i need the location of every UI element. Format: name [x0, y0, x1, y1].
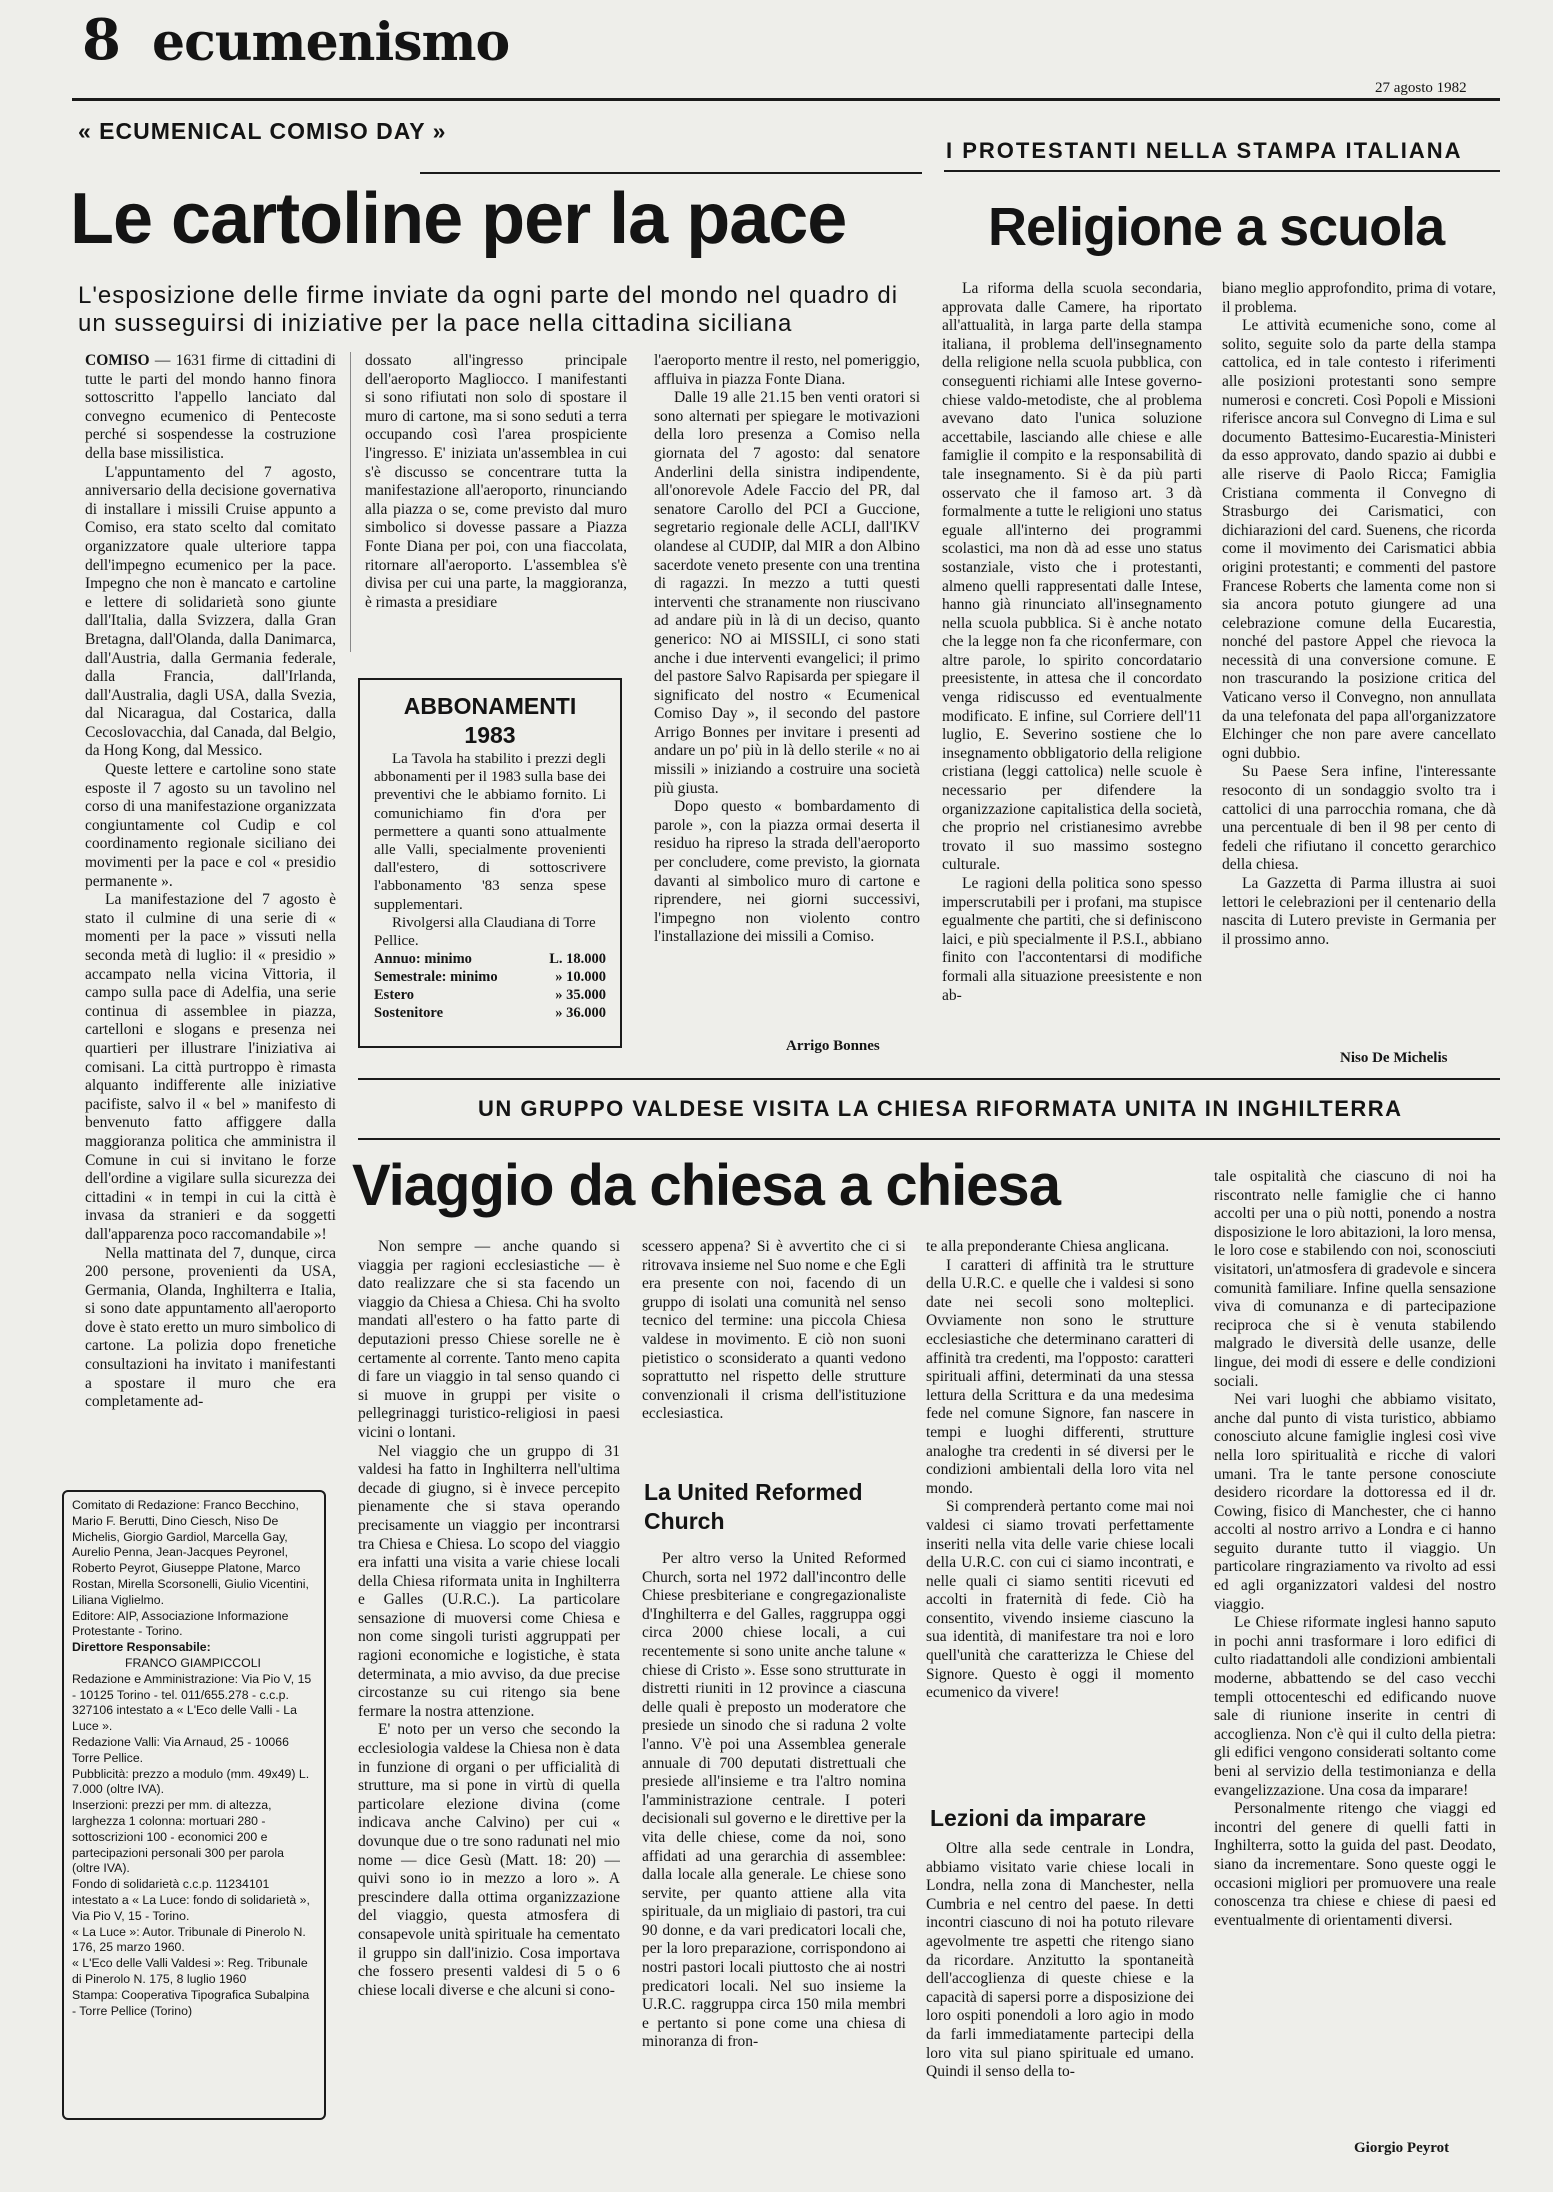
subscription-year: 1983 — [464, 722, 516, 748]
article3-col3b: Oltre alla sede centrale in Londra, abbiamo visitato varie chiese locali in Londra, nella zona di Manchester, nella Cumbria e nel centro del paese. In detti incontri ciascuno di noi ha potuto rilevare agevolmente tre aspetti che ritengo siano da ricordare. Anzitutto la spontaneità dell'accoglienza di queste chiese e la capacità di sapersi porre a disposizione dei loro ospiti ponendoli a loro agio in modo da farli immediatamente partecipi della loro vita sul piano spirituale ed umano. Quindi il senso della to- — [926, 1840, 1194, 2081]
article3-title: Viaggio da chiesa a chiesa — [352, 1153, 1060, 1218]
masthead-line: Redazione e Amministrazione: Via Pio V, 15 - 10125 Torino - tel. 011/655.278 - c.c.p. 327106 intestato a « L'Eco delle Valli - La Luce ». — [72, 1671, 312, 1734]
article1-col3: l'aeroporto mentre il resto, nel pomeriggio, affluiva in piazza Fonte Diana. Dalle 19 alle 21.15 ben venti oratori si sono alternati per spiegare le motivazioni della loro presenza a Comiso nella giornata del 7 agosto: dal senatore Anderlini della sinistra indipendente, all'onorevole Adele Faccio del PR, dal senatore Carollo del PCI a Guccione, segretario regionale delle ACLI, dall'IKV olandese al CUDIP, dal MIR a don Albino sacerdote veneto presente con una trentina di ragazzi. In mezzo a tutti questi interventi che stranamente non riuscivano ad andare più in là di un deciso, quanto generico: NO ai MISSILI, ci sono stati anche i due interventi evangelici; il primo del pastore Salvo Rapisarda per spiegare il significato del nostro « Ecumenical Comiso Day », il secondo del pastore Arrigo Bonnes per invitare i presenti ad andare un po' più in là dello sterile « no ai missili » iniziando a costruire una società più giusta. Dopo questo « bombardamento di parole », con la piazza ormai deserta il residuo ha ripreso la strada dell'aeroporto per concludere, come previsto, la giornata davanti al simbolico muro di cartone e riprendere, nei giorni successivi, l'impegno non violento contro l'installazione dei missili a Comiso. — [654, 352, 920, 946]
masthead-line: « L'Eco delle Valli Valdesi »: Reg. Tribunale di Pinerolo N. 175, 8 luglio 1960 — [72, 1956, 308, 1986]
price-label: Annuo: minimo — [374, 951, 472, 968]
price-value: L. 18.000 — [549, 951, 606, 968]
masthead-line: Direttore Responsabile: — [72, 1640, 211, 1655]
header-rule — [72, 98, 1500, 101]
masthead-line: Pubblicità: prezzo a modulo (mm. 49x49) L. 7.000 (oltre IVA). — [72, 1766, 310, 1797]
article3-col2b: Per altro verso la United Reformed Church, sorta nel 1972 dall'incontro delle Chiese presbiteriane e congregazionaliste d'Inghilterra e del Galles, raggruppa oggi circa 2000 chiese locali, a cui recentemente si sono unite anche talune « chiese di Cristo ». Esse sono strutturate in distretti riuniti in 12 province a ciascuna delle quali è preposto un moderatore che presiede un sinodo che si raduna 2 volte l'anno. V'è poi una Assemblea generale annuale di 700 deputati distrettuali che presiede all'insieme e tra l'altro nomina l'amministrazione centrale. I poteri decisionali sul governo e le direttive per la vita delle chiese, come da noi, sono affidati ad una gerarchia di assemblee: dalla locale alla generale. Le chiese sono servite, per quanto attiene alla vita spirituale, da un migliaio di pastori, tra cui 90 donne, e da vari predicatori locali che, per la loro preparazione, corrispondono ai nostri pastori locali piuttosto che ai nostri predicatori locali. Nel suo insieme la U.R.C. raggruppa circa 150 mila membri e pertanto si pone come una chiesa di minoranza di fron- — [642, 1550, 906, 2051]
price-value: » 35.000 — [555, 987, 606, 1004]
article3-col3a: te alla preponderante Chiesa anglicana. I caratteri di affinità tra le strutture della U.R.C. e quelle che i valdesi si sono date nei secoli sono molteplici. Ovviamente non sono le strutture ecclesiastiche che determinano caratteri di affinità tra credenti, ma l'opposto: caratteri spirituali affini, determinati da una stessa lettura della Scrittura e da una medesima fede nel comune Signore, fan nascere in tempi e luoghi differenti, strutture analoghe tra credenti in sé diversi per le condizioni ambientali della loro vita nel mondo. Si comprenderà pertanto come mai noi valdesi ci siamo trovati perfettamente inseriti nella vita delle varie chiese locali della U.R.C. con cui ci siamo incontrati, e nelle quali ci siamo sentiti ricevuti ed accolti in fraternità di fede. Ciò ha consentito, vivendo insieme ciascuno la sua identità, di manifestare tra noi e loro quell'unità che caratterizza le Chiese del Signore. Questo è oggi il momento ecumenico da vivere! — [926, 1238, 1194, 1702]
column-divider — [350, 352, 351, 652]
article3-top-rule — [358, 1078, 1500, 1080]
article2-kicker-rule — [944, 170, 1500, 172]
subscription-text: La Tavola ha stabilito i prezzi degli abbonamenti per il 1983 sulla base dei preventivi che le abbiamo fornito. Li comunichiamo fin d'ora per permettere a quanti sono attualmente alle Valli, specialmente provenienti dall'estero, di sottoscrivere l'abbonamento '83 senza spese supplementari. — [374, 751, 606, 913]
masthead-line: Editore: AIP, Associazione Informazione Protestante - Torino. — [72, 1608, 289, 1639]
price-value: » 10.000 — [555, 969, 606, 986]
subscription-price-list — [374, 950, 606, 1022]
article1-col2: dossato all'ingresso principale dell'aeroporto Magliocco. I manifestanti si sono rifiutati non solo di spostare il muro di cartone, ma si sono seduti a terra occupando così l'area prospiciente l'ingresso. E' iniziata un'assemblea in cui s'è discusso se concentrare tutta la manifestazione all'aeroporto, rinunciando alla piazza o se, come previsto dal muro simbolico si dovesse passare a Piazza Fonte Diana per poi, con una fiaccolata, ritornare all'aeroporto. L'assemblea s'è divisa per cui una parte, la maggioranza, è rimasta a presidiare — [365, 352, 627, 611]
article2-col2: biano meglio approfondito, prima di votare, il problema. Le attività ecumeniche sono, come al solito, seguite solo da parte della stampa cattolica, ed in tale contesto i riferimenti alle posizioni protestanti sono sempre numerosi e concreti. Così Popoli e Missioni riferisce ancora sul Convegno di Lima e sul documento Battesimo-Eucarestia-Ministeri da esso approvato, dando spazio ai dubbi e alle riserve di Paolo Ricca; Famiglia Cristiana commenta il Convegno di Strasburgo dei Carismatici, con dichiarazioni del card. Suenens, che ricorda come il movimento dei Carismatici abbia origini protestanti; e commenti del pastore Francese Roberts che lamenta come non si sia ancora potuto giungere ad una celebrazione comune della Eucarestia, nonché del pastore Appel che rievoca la necessità di una conversione comune. E non trascurando la posizione critica del Vaticano verso il Convegno, non annullata da una telefonata del papa all'organizzatore Elchinger che non pare avere cancellato ogni dubbio. Su Paese Sera infine, l'interessante resoconto di un sondaggio svolto tra i cattolici di una parrocchia romana, che dà una percentuale di ben il 98 per cento di fedeli che rifiutano il concetto gerarchico della chiesa. La Gazzetta di Parma illustra ai suoi lettori le celebrazioni per il centenario della nascita di Lutero previste in Germania per il prossimo anno. — [1222, 280, 1496, 948]
subscription-box — [358, 678, 622, 1048]
article3-col4: tale ospitalità che ciascuno di noi ha riscontrato nelle famiglie che ci hanno accolti per una o più notti, ponendo a nostra disposizione le loro abitazioni, la loro mensa, le loro cose e stabilendo con noi, sconosciuti visitatori, un'atmosfera di gradevole e sincera comunità familiare. Infine quella sensazione viva di comunanza e di partecipazione reciproca che si è venuta stabilendo malgrado le diversità delle usanze, delle lingue, dei modi di essere e delle condizioni sociali. Nei vari luoghi che abbiamo visitato, anche dal punto di vista turistico, abbiamo conosciuto alcune famiglie inglesi così vive nella loro spiritualità e ricche di valori umani. Tra le tante persone conosciute desidero ricordare la dottoressa ed il dr. Cowing, fisico di Manchester, che ci hanno accolti al nostro arrivo a Londra e ci hanno seguito durante tutto il viaggio. Un particolare ringraziamento va rivolto ad essi ed agli organizzatori valdesi del nostro viaggio. Le Chiese riformate inglesi hanno saputo in pochi anni trasformare i loro edifici di culto riadattandoli alle condizioni ambientali moderne, abbattendo se del caso vecchi templi ottocenteschi ed edificando nuove sale di riunione inserite in centri di accoglienza. Non c'è qui il culto della pietra: gli edifici vengono considerati soltanto come beni al servizio della testimonianza e della evangelizzazione. Una cosa da imparare! Personalmente ritengo che viaggi ed incontri del genere di quelli fatti in Inghilterra, sotto la guida del past. Deodato, siano da incrementare. Sono queste oggi le occasioni migliori per promuovere una reale conoscenza tra chiese e chiese di paesi ed eventualmente di orientamenti diversi. — [1214, 1168, 1496, 1929]
section-title: ecumenismo — [152, 12, 510, 73]
article1-dateline: COMISO — [85, 352, 150, 369]
article1-title: Le cartoline per la pace — [70, 179, 847, 259]
masthead-line: Comitato di Redazione: Franco Becchino, Mario F. Berutti, Dino Ciesch, Niso De Michelis, Giorgio Gardiol, Marcella Gay, Aurelio Penna, Jean-Jacques Peyronel, Roberto Peyrot, Giuseppe Platone, Marco Rostan, Mirella Scorsonelli, Giulio Vicentini, Liliana Viglielmo. — [72, 1498, 309, 1607]
price-label: Sostenitore — [374, 1005, 444, 1022]
article1-col1: COMISO — 1631 firme di cittadini di tutte le parti del mondo hanno finora sottoscritto l'appello lanciato dal convegno ecumenico di Pentecoste perché si sospendesse la costruzione della base missilistica. L'appuntamento del 7 agosto, anniversario della decisione governativa di installare i missili Cruise appunto a Comiso, era stato scelto dal comitato organizzatore quale ulteriore tappa dell'impegno ecumenico per la pace. Impegno che non è mancato e cartoline e lettere di solidarietà sono giunte dall'Italia, dalla Svizzera, dalla Gran Bretagna, dall'Olanda, dalla Danimarca, dall'Austria, dalla Germania federale, dalla Francia, dall'Irlanda, dall'Australia, dagli USA, dalla Svezia, dal Nicaragua, dal Costarica, dalla Cecoslovacchia, dal Canada, dal Belgio, da Hong Kong, dal Messico. Queste lettere e cartoline sono state esposte il 7 agosto su un tavolino nel corso di una manifestazione organizzata congiuntamente col Cudip e col coordinamento regionale siciliano dei movimenti per la pace e col « presidio permanente ». La manifestazione del 7 agosto è stato il culmine di una serie di « momenti per la pace » vissuti nella seconda metà di luglio: il « presidio » accampato nella vicina Vittoria, il campo sulla pace di Adelfia, una serie continua di assemblee in piazza, cartelloni e slogans e presenza nei quartieri per illustrare l'iniziativa ai comisani. La città purtroppo è rimasta alquanto indifferente alle iniziative pacifiste, salvo il « bel » manifesto di benvenuto fatto affiggere dalla maggioranza politica che amministra il Comune in cui si invitano le forze dell'ordine a vigilare sulla sicurezza dei cittadini « in tempi in cui la città è invasa da stranieri e da soggetti dall'apparenza poco raccomandabile »! Nella mattinata del 7, dunque, circa 200 persone, provenienti da USA, Germania, Olanda, Inghilterra e Italia, si sono date appuntamento all'aeroporto dove è stato eretto un muro simbolico di cartone. La polizia dopo frenetiche consultazioni ha invitato i manifestanti a spostare il muro che era completamente ad- — [85, 352, 336, 1411]
article2-kicker: I PROTESTANTI NELLA STAMPA ITALIANA — [946, 138, 1463, 163]
price-label: Estero — [374, 987, 415, 1004]
masthead-line: Inserzioni: prezzi per mm. di altezza, larghezza 1 colonna: mortuari 280 - sottoscrizioni 100 - economici 200 e partecipazioni personali 300 per parola (oltre IVA). — [72, 1798, 284, 1876]
article1-author: Arrigo Bonnes — [786, 1038, 880, 1054]
article3-subheading-lezioni: Lezioni da imparare — [930, 1805, 1147, 1831]
article1-kicker: « ECUMENICAL COMISO DAY » — [78, 118, 447, 144]
article3-kicker: UN GRUPPO VALDESE VISITA LA CHIESA RIFORMATA UNITA IN INGHILTERRA — [478, 1096, 1403, 1121]
article2-col1: La riforma della scuola secondaria, approvata dalle Camere, ha riportato all'attualità, in larga parte della stampa italiana, il problema dell'insegnamento della religione nella scuola pubblica, con conseguenti richiami alle Intese governo-chiese valdo-metodiste, che al problema avevano dato l'unica soluzione accettabile, lasciando alle chiese e alle famiglie il compito e la responsabilità di tale insegnamento. Si è da più parti osservato che il famoso art. 3 dà formalmente a tutte le religioni uno status eguale all'interno dei programmi scolastici, ma non dà ad esse uno status sostanziale, visto che i protestanti, almeno quelli rappresentati dalle Intese, hanno già rinunciato all'insegnamento nella scuola pubblica. Si è anche notato che la legge non fa che riconfermare, con altre parole, lo spirito concordatario preesistente, in attesa che il concordato venga ridiscusso ed eventualmente modificato. E infine, sul Corriere dell'11 luglio, E. Severino sostiene che lo insegnamento obbligatorio della religione cristiana (leggi cattolica) nelle scuole è necessario per difendere la organizzazione capitalistica della società, che proprio nel cristianesimo avrebbe trovato il suo massimo sostegno culturale. Le ragioni della politica sono spesso imperscrutabili per i profani, ma stupisce egualmente che partiti, che si definiscono laici, e più specialmente il P.S.I., abbiano finito con l'accontentarsi di modifiche formali alla situazione preesistente e non ab- — [942, 280, 1202, 1004]
masthead-line: FRANCO GIAMPICCOLI — [125, 1655, 261, 1670]
article3-kicker-rule — [358, 1138, 1500, 1140]
article3-author: Giorgio Peyrot — [1354, 2140, 1450, 2156]
subscription-title: ABBONAMENTI — [403, 693, 577, 719]
price-value: » 36.000 — [555, 1005, 606, 1022]
article2-author: Niso De Michelis — [1340, 1050, 1448, 1066]
price-label: Semestrale: minimo — [374, 969, 498, 986]
article1-subtitle: L'esposizione delle firme inviate da ogni parte del mondo nel quadro di un susseguirsi di iniziative per la pace nella cittadina siciliana — [78, 282, 899, 337]
article3-subheading-urc: La United Reformed Church — [644, 1479, 863, 1534]
article2-title: Religione a scuola — [988, 197, 1445, 257]
article1-kicker-rule — [420, 172, 922, 174]
subscription-contact: Rivolgersi alla Claudiana di Torre Pellice. — [374, 914, 596, 950]
page-date: 27 agosto 1982 — [1375, 80, 1467, 96]
masthead-credits — [72, 1498, 314, 2112]
article3-col2a: scessero appena? Si è avvertito che ci si ritrovava insieme nel Suo nome e che Egli era presente con noi, facendo di un gruppo di isolati una comunità nel senso tecnico del termine: una piccola Chiesa valdese in movimento. E ciò non suoni pietistico o sconsiderato a quanti vedono soprattutto nel rispetto delle strutture convenzionali il crisma dell'istituzione ecclesiastica. — [642, 1238, 906, 1423]
masthead-line: Stampa: Cooperativa Tipografica Subalpina - Torre Pellice (Torino) — [72, 1987, 310, 2018]
masthead-line: Fondo di solidarietà c.c.p. 11234101 intestato a « La Luce: fondo di solidarietà », Via Pio V, 15 - Torino. — [72, 1877, 310, 1923]
page-number: 8 — [82, 7, 121, 73]
masthead-line: Redazione Valli: Via Arnaud, 25 - 10066 Torre Pellice. — [72, 1734, 289, 1765]
masthead-line: « La Luce »: Autor. Tribunale di Pinerolo N. 176, 25 marzo 1960. — [72, 1924, 306, 1955]
article3-col1: Non sempre — anche quando si viaggia per ragioni ecclesiastiche — è dato realizzare che si sta facendo un viaggio da Chiesa a Chiesa. Chi ha svolto mandati all'estero o ha fatto parte di deputazioni presso Chiese sorelle ne è certamente al corrente. Tanto meno capita di fare un viaggio in tal senso quando ci si muove in gruppi per visite o pellegrinaggi turistico-religiosi in paesi vicini o lontani. Nel viaggio che un gruppo di 31 valdesi ha fatto in Inghilterra nell'ultima decade di giugno, si è invece percepito pienamente che si stava operando precisamente un viaggio per incontrarsi tra Chiesa e Chiesa. Lo scopo del viaggio era infatti una visita a varie chiese locali della Chiesa riformata unita in Inghilterra e Galles (U.R.C.). La particolare sensazione di muoversi come Chiesa e non come singoli turisti aggruppati per ragioni economiche e logistiche, è stata determinata, a mio avviso, da due precise circostanze su cui ritengo sia bene fermare la nostra attenzione. E' noto per un verso che secondo la ecclesiologia valdese la Chiesa non è data in funzione di organi o per ufficialità di strutture, ma si pone in virtù di quella particolare elezione divina (come indicava anche Calvino) per cui « dovunque due o tre sono radunati nel mio nome — dice Gesù (Matt. 18: 20) — quivi sono io in mezzo a loro ». A prescindere dalla ottima organizzazione del viaggio, questa atmosfera di consapevole unità spirituale ha cementato il gruppo sin dall'inizio. Cosa importava che fossero presenti valdesi di 5 o 6 chiese locali diverse e che alcuni si cono- — [358, 1238, 620, 1999]
